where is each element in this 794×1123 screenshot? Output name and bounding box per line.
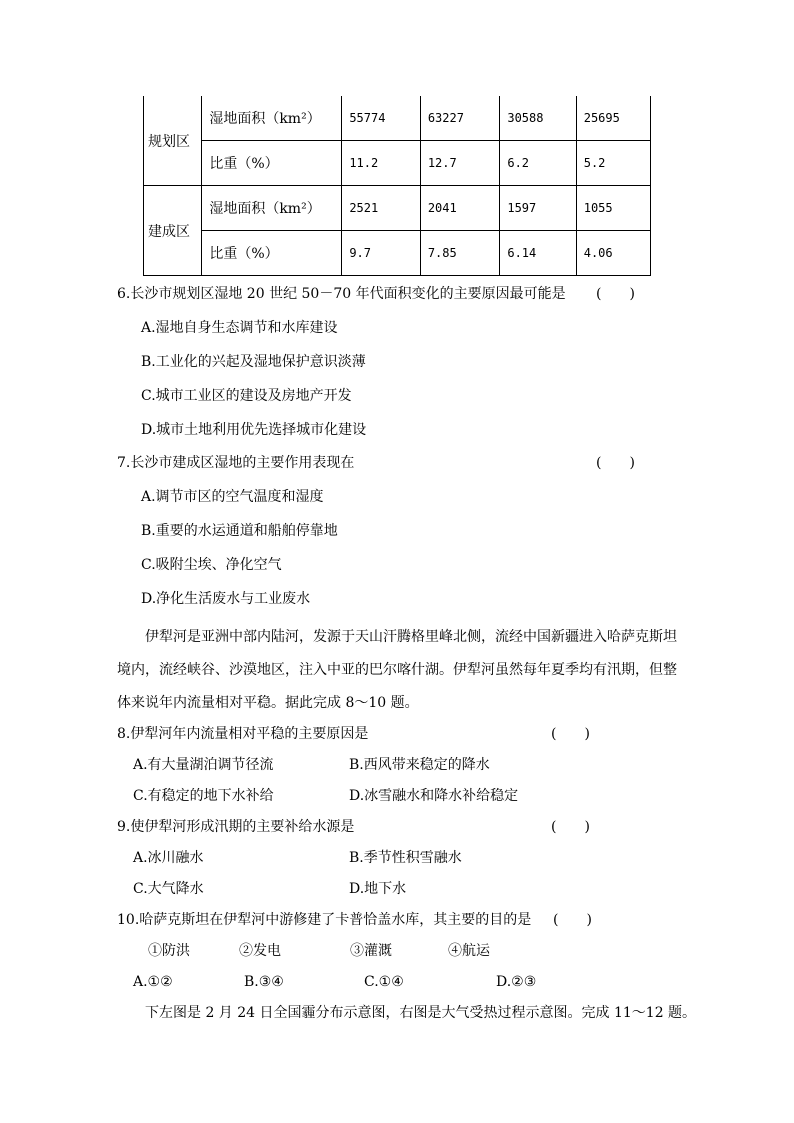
choice-item: ①防洪 — [148, 943, 190, 959]
option-a: A.调节市区的空气温度和湿度 — [141, 489, 324, 505]
answer-bracket: ( ) — [551, 726, 590, 742]
option-b: B.西风带来稳定的降水 — [349, 757, 490, 773]
option-a: A.①② — [133, 974, 173, 990]
table-row — [144, 96, 651, 141]
choice-item: ②发电 — [239, 943, 281, 959]
option-b: B.③④ — [244, 974, 284, 990]
region-cell: 规划区 — [144, 96, 202, 186]
table-cell: 63227 — [420, 96, 500, 141]
row-label: 比重（%） — [202, 141, 342, 186]
region-cell: 建成区 — [144, 186, 202, 276]
table-row — [144, 141, 651, 186]
table-cell: 11.2 — [342, 141, 420, 186]
question-6-stem: 6.长沙市规划区湿地 20 世纪 50－70 年代面积变化的主要原因最可能是 — [117, 286, 566, 302]
table-cell: 25695 — [576, 96, 650, 141]
table-cell: 2041 — [420, 186, 500, 231]
choice-item: ③灌溉 — [350, 943, 392, 959]
option-c: C.吸附尘埃、净化空气 — [141, 557, 282, 573]
table-row — [144, 186, 651, 231]
option-a: A.有大量湖泊调节径流 — [133, 757, 274, 773]
option-d: D.冰雪融水和降水补给稳定 — [349, 788, 519, 804]
option-b: B.工业化的兴起及湿地保护意识淡薄 — [141, 354, 366, 370]
wetland-table — [143, 96, 651, 276]
table-cell: 12.7 — [420, 141, 500, 186]
answer-bracket: ( ) — [553, 912, 592, 928]
table-cell: 6.14 — [500, 231, 576, 276]
table-cell: 6.2 — [500, 141, 576, 186]
table-cell: 1597 — [500, 186, 576, 231]
table-cell: 7.85 — [420, 231, 500, 276]
question-7-stem: 7.长沙市建成区湿地的主要作用表现在 — [117, 455, 355, 471]
answer-bracket: ( ) — [596, 455, 635, 471]
next-intro: 下左图是 2 月 24 日全国霾分布示意图，右图是大气受热过程示意图。完成 11～12 题。 — [145, 1005, 697, 1021]
table-cell: 30588 — [500, 96, 576, 141]
table-cell: 55774 — [342, 96, 420, 141]
table-cell: 1055 — [576, 186, 650, 231]
option-d: D.净化生活废水与工业废水 — [141, 591, 311, 607]
option-d: D.地下水 — [349, 881, 407, 897]
option-c: C.①④ — [364, 974, 404, 990]
question-9-stem: 9.使伊犁河形成汛期的主要补给水源是 — [117, 819, 355, 835]
passage-line: 体来说年内流量相对平稳。据此完成 8～10 题。 — [117, 695, 419, 711]
option-a: A.湿地自身生态调节和水库建设 — [141, 320, 338, 336]
table-cell: 9.7 — [342, 231, 420, 276]
table-row — [144, 231, 651, 276]
option-d: D.②③ — [496, 974, 537, 990]
question-8-stem: 8.伊犁河年内流量相对平稳的主要原因是 — [117, 726, 369, 742]
option-a: A.冰川融水 — [133, 850, 204, 866]
question-10-stem: 10.哈萨克斯坦在伊犁河中游修建了卡普恰盖水库，其主要的目的是 — [117, 912, 532, 928]
option-d: D.城市土地利用优先选择城市化建设 — [141, 422, 367, 438]
answer-bracket: ( ) — [596, 286, 635, 302]
table-cell: 4.06 — [576, 231, 650, 276]
passage-line: 伊犁河是亚洲中部内陆河，发源于天山汗腾格里峰北侧，流经中国新疆进入哈萨克斯坦 — [145, 629, 677, 645]
row-label: 湿地面积（km²） — [202, 186, 342, 231]
row-label: 湿地面积（km²） — [202, 96, 342, 141]
row-label: 比重（%） — [202, 231, 342, 276]
option-c: C.城市工业区的建设及房地产开发 — [141, 388, 352, 404]
answer-bracket: ( ) — [551, 819, 590, 835]
passage-line: 境内，流经峡谷、沙漠地区，注入中亚的巴尔喀什湖。伊犁河虽然每年夏季均有汛期，但整 — [117, 662, 677, 678]
option-b: B.重要的水运通道和船舶停靠地 — [141, 523, 338, 539]
option-b: B.季节性积雪融水 — [349, 850, 462, 866]
table-cell: 2521 — [342, 186, 420, 231]
option-c: C.有稳定的地下水补给 — [133, 788, 274, 804]
choice-item: ④航运 — [448, 943, 490, 959]
option-c: C.大气降水 — [133, 881, 204, 897]
table-cell: 5.2 — [576, 141, 650, 186]
